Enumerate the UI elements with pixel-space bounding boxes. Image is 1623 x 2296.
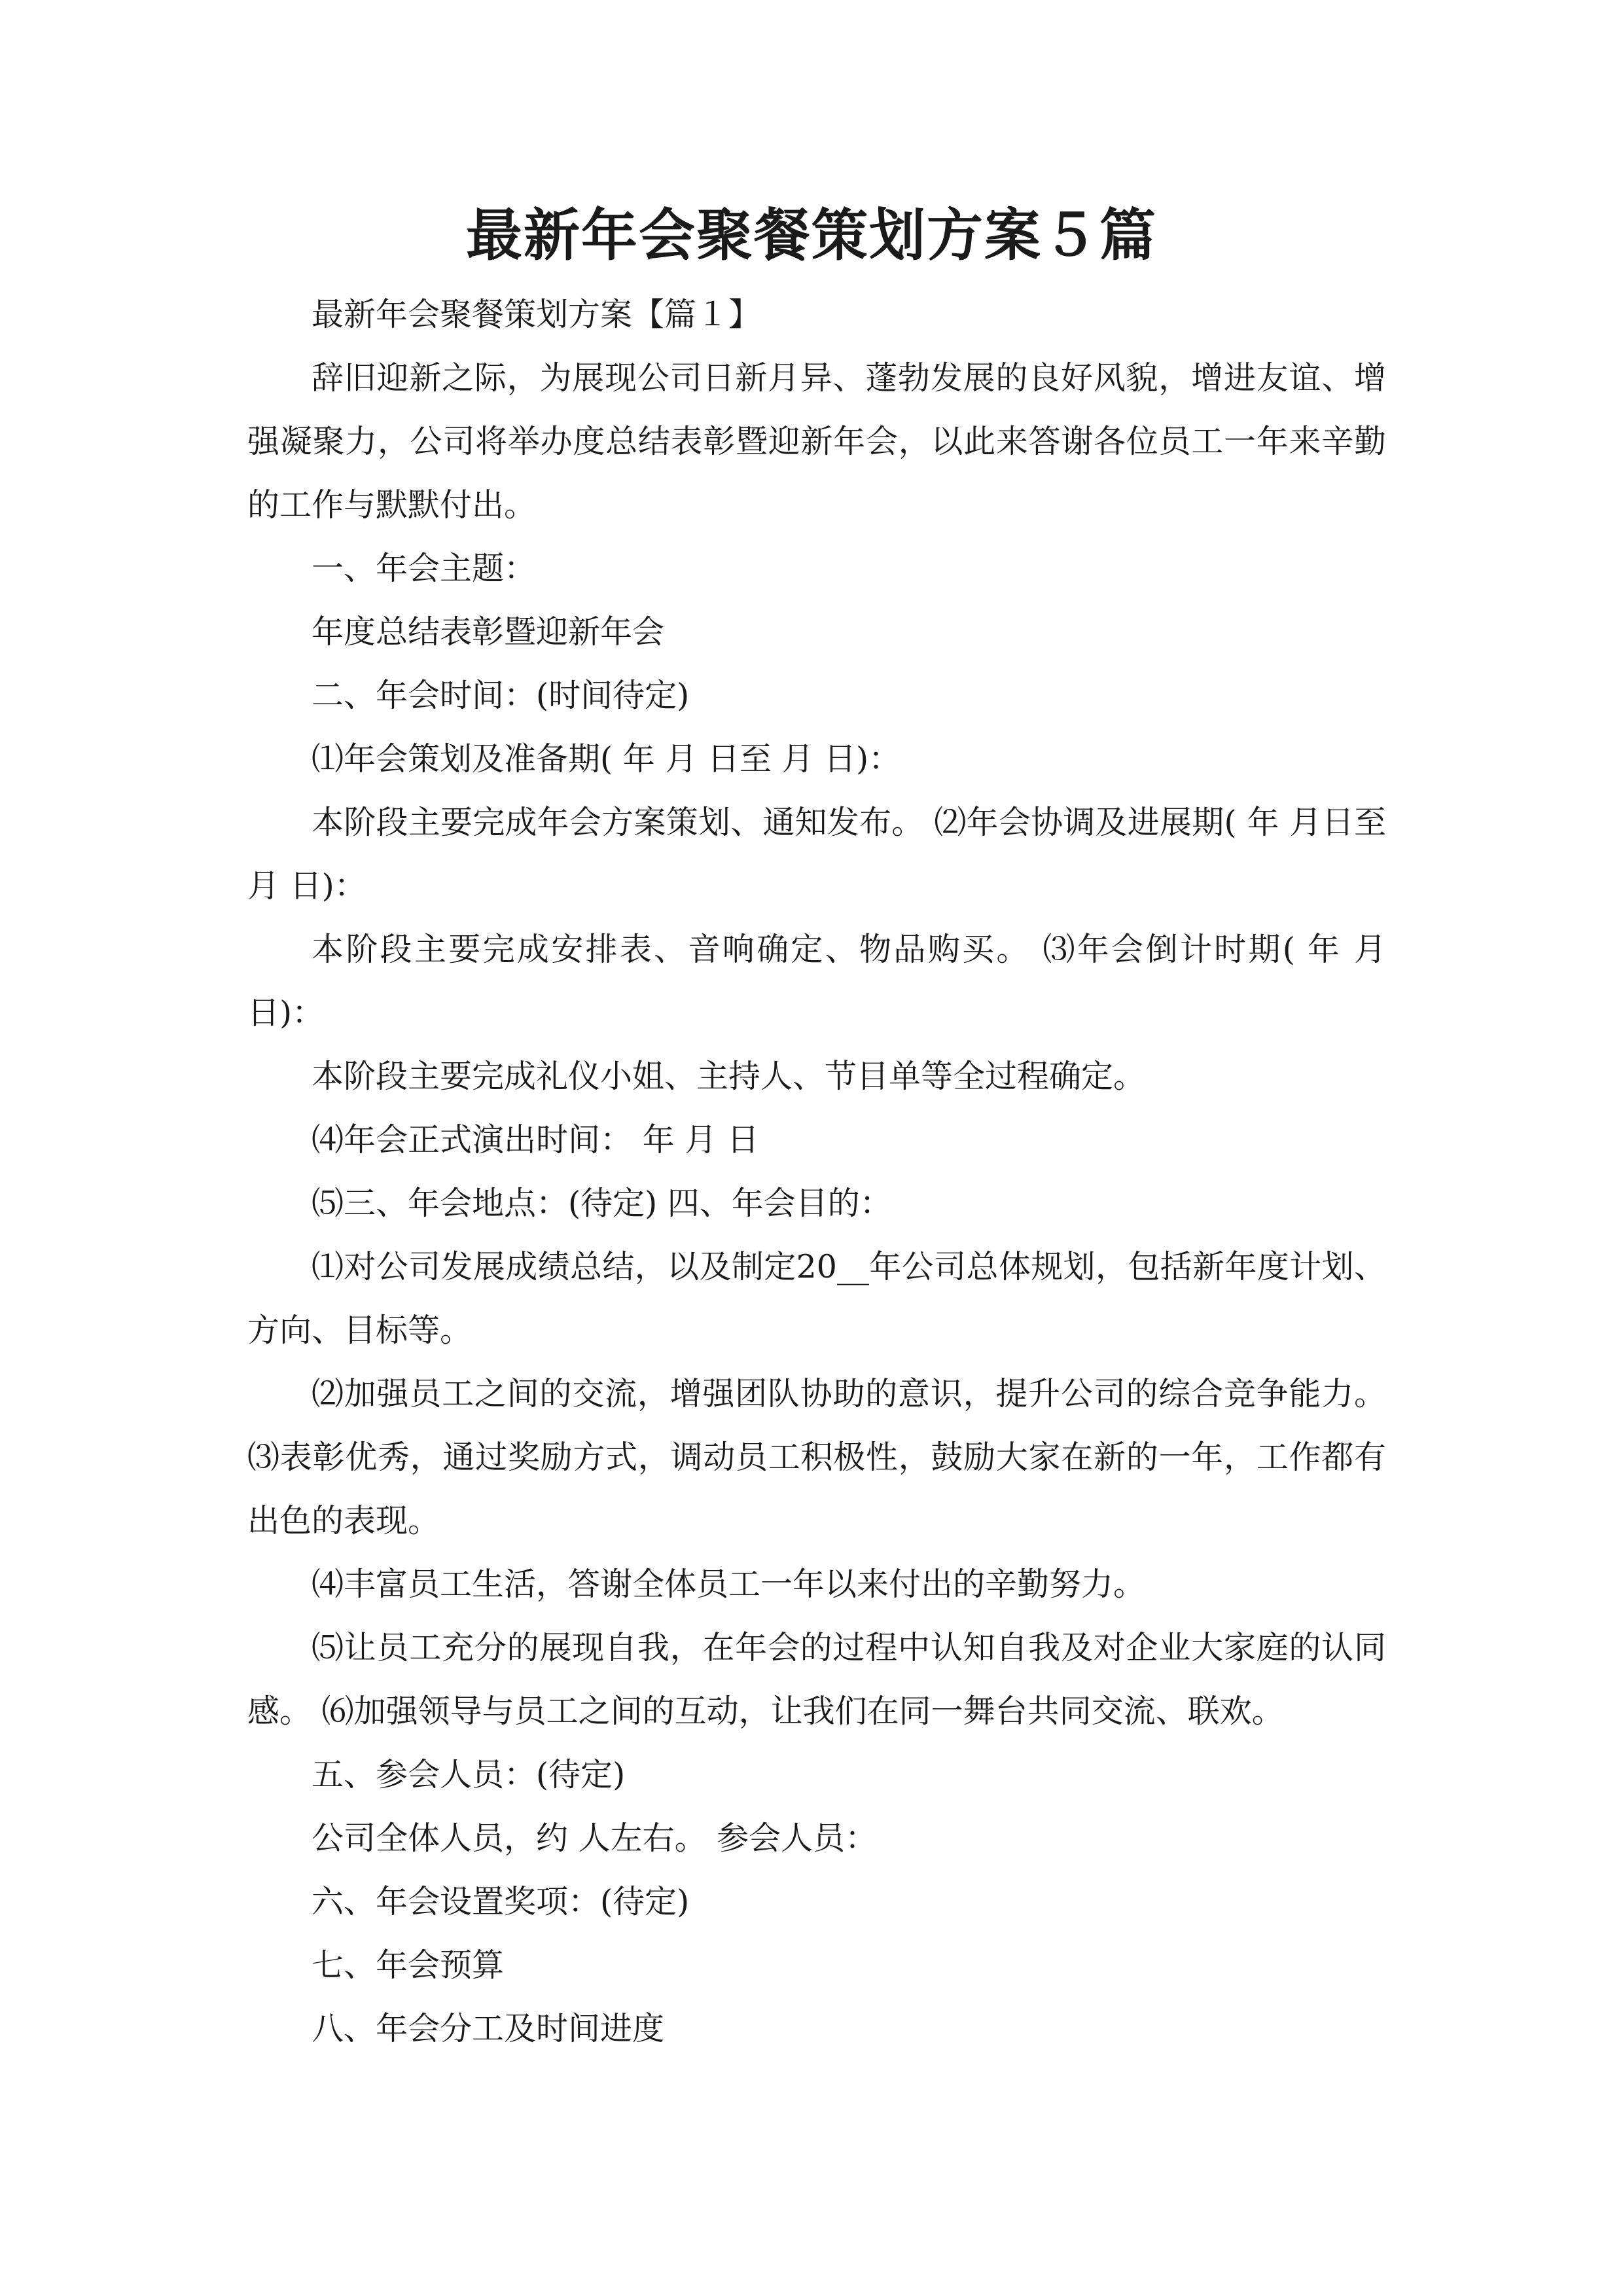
time-item-2: 本阶段主要完成年会方案策划、通知发布。 ⑵年会协调及进展期( 年 月日至 月 日)：	[247, 804, 1386, 905]
attendees-heading: 五、参会人员：(待定)	[312, 1756, 626, 1793]
time-heading: 二、年会时间：(时间待定)	[312, 677, 690, 714]
schedule-heading: 八、年会分工及时间进度	[312, 2010, 665, 2047]
document-body	[247, 283, 1386, 2060]
venue-purpose-heading: ⑸三、年会地点：(待定) 四、年会目的：	[312, 1185, 892, 1222]
purpose-item-2: ⑵加强员工之间的交流，增强团队协助的意识，提升公司的综合竞争能力。⑶表彰优秀，通过奖励方式，调动员工积极性，鼓励大家在新的一年，工作都有出色的表现。	[247, 1375, 1386, 1539]
purpose-item-1: ⑴对公司发展成绩总结，以及制定20__年公司总体规划，包括新年度计划、方向、目标等。	[247, 1248, 1386, 1349]
document-title: 最新年会聚餐策划方案５篇	[466, 202, 1157, 268]
intro-paragraph: 辞旧迎新之际，为展现公司日新月异、蓬勃发展的良好风貌，增进友谊、增强凝聚力，公司将举办度总结表彰暨迎新年会，以此来答谢各位员工一年来辛勤的工作与默默付出。	[247, 359, 1386, 524]
budget-heading: 七、年会预算	[312, 1946, 505, 1984]
purpose-item-4: ⑷丰富员工生活，答谢全体员工一年以来付出的辛勤努力。	[312, 1566, 1146, 1603]
time-item-1: ⑴年会策划及准备期( 年 月 日至 月 日)：	[312, 740, 901, 778]
attendees-text: 公司全体人员，约 人左右。 参会人员：	[312, 1820, 878, 1857]
purpose-item-5: ⑸让员工充分的展现自我，在年会的过程中认知自我及对企业大家庭的认同感。 ⑹加强领导与员工之间的互动，让我们在同一舞台共同交流、联欢。	[247, 1629, 1386, 1730]
awards-heading: 六、年会设置奖项：(待定)	[312, 1883, 690, 1920]
time-item-3: 本阶段主要完成安排表、音响确定、物品购买。 ⑶年会倒计时期( 年 月日)：	[247, 931, 1386, 1031]
section-heading: 最新年会聚餐策划方案【篇１】	[312, 296, 761, 333]
theme-heading: 一、年会主题：	[312, 550, 537, 587]
time-item-5: ⑷年会正式演出时间： 年 月 日	[312, 1121, 759, 1158]
theme-text: 年度总结表彰暨迎新年会	[312, 613, 665, 651]
time-item-4: 本阶段主要完成礼仪小姐、主持人、节目单等全过程确定。	[312, 1058, 1146, 1095]
